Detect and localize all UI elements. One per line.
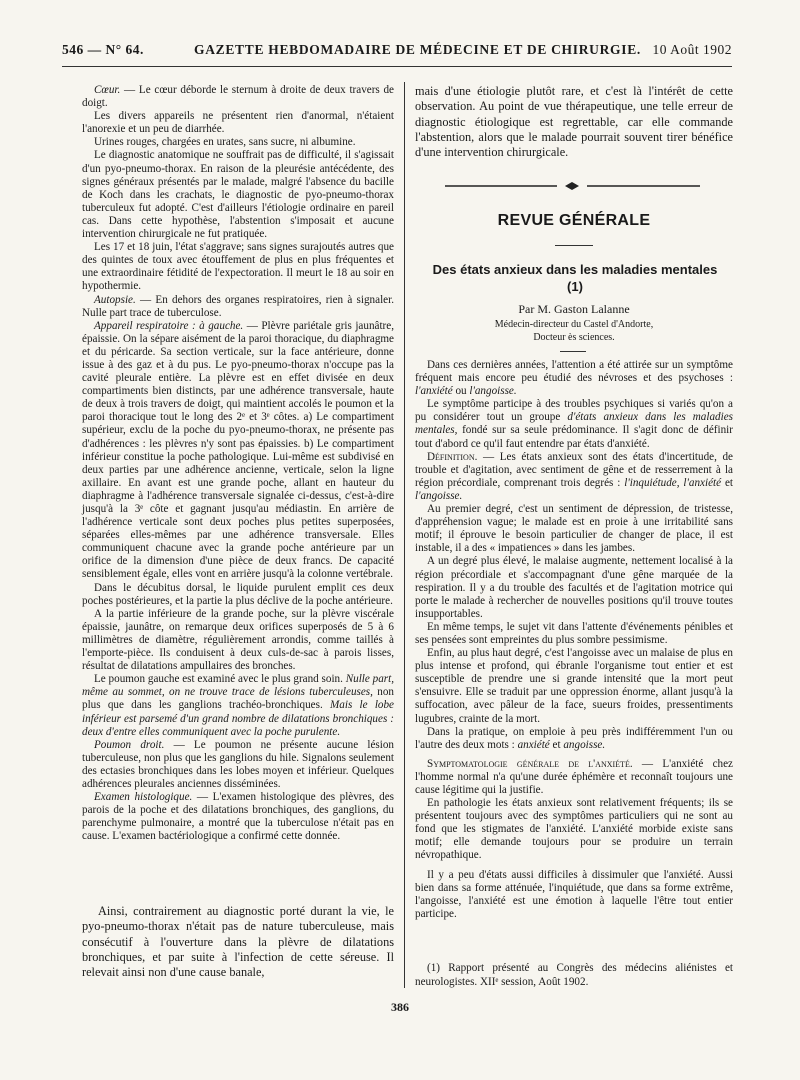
paragraph-intro [415,359,733,398]
section-ornament [445,180,700,192]
footnote [415,962,733,989]
italic-text: l'inquiétude, l'anxiété [624,476,722,489]
text: fondé sur sa seule prédominance. Il s'agit donc de définir tout d'abord ce qu'il faut entendre par états d'anxiété. [415,424,733,450]
running-header [62,38,732,62]
author-line: Par M. Gaston Lalanne [518,302,630,316]
paragraph: Les 17 et 18 juin, l'état s'aggrave; sans signes surajoutés autres que des quintes de toux avec étouffement de plus en plus fréquentes et une extraordinaire fétidité de l'expectoration. Il meurt le 18 au soir en hypothermie. [82,241,394,293]
column-divider [404,82,405,988]
paragraph-definition [415,451,733,503]
paragraph: Enfin, au plus haut degré, c'est l'angoisse avec un malaise de plus en plus intense et profond, qui ébranle l'organisme tout entier et est susceptible de prendre une si grande intensité que la mort peut s'ensuivre. Elle se traduit par une oppression énorme, allant jusqu'à la suffocation, avec pâleur de la face, sueurs froides, pressentiments lugubres, crainte de la mort. [415,647,733,725]
italic-text: Nulle part, même au sommet, on ne trouve trace de lésions tuberculeuses, [82,673,394,699]
issue-date: 10 Août 1902 [652,42,732,57]
text: et [721,476,734,489]
label-symptomatologie: Symptomatologie générale de l'anxiété. [427,757,633,770]
author-affiliation [415,319,733,344]
paragraph-examen [82,791,394,843]
italic-text: d'états anxieux dans les maladies mentales, [415,411,733,437]
label-poumon-droit: Poumon droit. [94,738,165,751]
paragraph: En même temps, le sujet vit dans l'attente d'événements pénibles et ses pensées sont empreintes du plus sombre pessimisme. [415,620,733,646]
paragraph [415,726,733,752]
paragraph-appareil [82,320,394,582]
italic-text: Mais le lobe inférieur est parsemé d'un grand nombre de dilatations bronchiques : deux d'entre elles communiquent avec la poche purulente. [82,699,394,738]
byline-rule [560,351,586,352]
paragraph: Les divers appareils ne présentent rien d'anormal, n'étaient l'anorexie et un peu de diarrhée. [82,110,394,136]
italic-text: l'angoisse. [415,489,463,502]
italic-text: angoisse. [563,738,606,751]
page-number: 386 [391,1000,409,1014]
paragraph-autopsie [82,294,394,320]
label-autopsie: Autopsie. [94,293,136,306]
right-continuation [415,84,733,160]
section-heading: REVUE GÉNÉRALE [497,212,651,229]
text: et [549,738,564,751]
paragraph-coeur [82,84,394,110]
paragraph: Le diagnostic anatomique ne souffrait pas de difficulté, il s'agissait d'un pyo-pneumo-thorax. En raison de la pleurésie antécédente, des signes généraux présentés par le malade, malgré l'absence du bacille de Koch dans les crachats, le diagnostic de pyo-pneumo-thorax tuberculeux fut adopté. C'est d'ailleurs l'étiologie ordinaire en pareil cas. Dans cette hypothèse, l'abstention s'imposait et aucune intervention chirurgicale ne fut pratiquée. [82,149,394,241]
italic-text: l'anxiété [415,385,453,398]
label-definition: Définition. [427,450,478,463]
paragraph [415,398,733,450]
text: Le symptôme participe à des troubles psychiques si variés qu'on a pu considérer tout un groupe [415,398,733,424]
article-title: Des états anxieux dans les maladies mentales (1) [432,262,718,294]
paragraph: En pathologie les états anxieux sont relativement fréquents; ils se présentent toujours avec des symptômes particuliers qui ne sont au fond que les stigmates de l'anxiété. L'anxiété morbide existe sans motif; elle demande toujours pour se produire un terrain névropathique. [415,797,733,862]
journal-title: GAZETTE HEBDOMADAIRE DE MÉDECINE ET DE CHIRURGIE. [194,42,641,57]
paragraph: A la partie inférieure de la grande poche, sur la plèvre viscérale épaissie, jaunâtre, on remarque deux orifices superposés de 5 à 6 millimètres de diamètre, régulièrement arrondis, comme taillés à l'emporte-pièce. Ils conduisent à deux culs-de-sac à parois lisses, résultat de dilatations ampullaires des bronches. [82,607,394,673]
paragraph: Dans le décubitus dorsal, le liquide purulent emplit ces deux poches postérieures, et la partie la plus déclive de la poche antérieure. [82,581,394,607]
heading-rule [555,245,593,246]
footnote-text: (1) Rapport présenté au Congrès des médecins aliénistes et neurologistes. XIIᵉ session, Août 1902. [415,962,733,988]
paragraph-poumon-gauche [82,673,394,738]
italic-text: anxiété [517,738,550,751]
author-role: Médecin-directeur du Castel d'Andorte, [494,319,654,330]
paragraph: A un degré plus élevé, le malaise augmente, nettement localisé à la région précordiale et s'accompagnant d'une gêne marquée de la respiration. Il y a du trouble des facultés et de l'agitation motrice qui porte le malade à rechercher de nouvelles positions qu'il trouve toutes insupportables. [415,555,733,620]
left-column [82,84,394,843]
article-body [415,359,733,921]
continuation-paragraph: mais d'une étiologie plutôt rare, et c'est là l'intérêt de cette observation. Au point de vue thérapeutique, une telle erreur de diagnostic étiologique est regrettable, car elle commande l'abstention, alors que le malade pourrait souvent tirer bénéfice d'une intervention chirurgicale. [415,84,733,160]
paragraph: Au premier degré, c'est un sentiment de dépression, de tristesse, d'appréhension vague; le malade est en proie à une irritabilité sans motif; il éprouve le besoin particulier de changer de place, il est instable, il a des « impatiences » dans les jambes. [415,503,733,555]
conclusion-block [82,904,394,980]
conclusion-paragraph: Ainsi, contrairement au diagnostic porté durant la vie, le pyo-pneumo-thorax n'était pas de nature tuberculeuse, mais consécutif à l'ouverture dans la plèvre de dilatations bronchiques, et par suite à l'infection de cette séreuse. Il relevait ainsi non d'une cause banale, [82,904,394,980]
text: — L'examen histologique des plèvres, des parois de la poche et des dilatations bronchiques, des ganglions, du parenchyme pulmonaire, a montré que la tuberculose n'était pas en cause. L'examen bactériologique a confirmé cette donnée. [82,791,394,843]
page-issue-number: 546 — N° 64. [62,42,144,57]
italic-text: l'angoisse. [469,385,517,398]
label-examen: Examen histologique. [94,791,193,804]
text-autopsie: — En dehors des organes respiratoires, rien à signaler. Nulle part trace de tuberculose. [82,293,394,319]
header-rule [62,66,732,67]
text-appareil: — Plèvre pariétale gris jaunâtre, épaissie. On la sépare aisément de la paroi thoracique, du diaphragme et du péricarde. Sa section verticale, sur la face antérieure, donne issue à des gaz et à du pus. Le pyo-pneumo-thorax n'occupe pas la cavité pleurale entière. La plèvre est en effet divisée en deux compartiments bien distincts, par une adhérence transversale, haute de deux à trois travers de doigt, qui maintient accolés le poumon et la paroi thoracique tout le long des 2ᵉ et 3ᵉ côtes. a) Le compartiment supérieur, exclu de la poche du pyo-pneumo-thorax, ne présente pas d'adhérences : les plèvres n'y sont pas épaissies. b) Le compartiment inférieur constitue la poche pathologique. Lui-même est subdivisé en deux parties par une adhérence ancienne, verticale, selon la ligne axillaire. En avant est une grande poche, allant en hauteur du diaphragme à l'adhérence transversale signalée ci-dessus, c'est-à-dire jusqu'à la 3ᵉ côte et gagnant jusqu'au médiastin. En arrière de l'adhérence verticale sont deux poches plus petites superposées, séparées elles-mêmes par une adhérence transversale. Elles communiquent chacune avec la grande poche antérieure par un orifice de la dimension d'une pièce de deux francs. De capacité sensiblement égale, elles vont en arrière jusqu'à la colonne vertébrale. [82,319,394,581]
text: non plus que dans les ganglions trachéo-bronchiques. [82,686,394,712]
paragraph-poumon-droit [82,739,394,791]
author-degree: Docteur ès sciences. [533,331,615,343]
text-coeur: — Le cœur déborde le sternum à droite de deux travers de doigt. [82,84,394,110]
text: Dans la pratique, on emploie à peu près indifféremment l'un ou l'autre des deux mots : [415,725,733,751]
text: Le poumon gauche est examiné avec le plus grand soin. [94,673,346,686]
text: Dans ces dernières années, l'attention a été attirée sur un symptôme fréquent mais encore peu étudié des névroses et des psychoses : [415,359,733,385]
text: — Les états anxieux sont des états d'incertitude, de trouble et d'agitation, avec sentiment de gêne et de resserrement à la région précordiale, comprenant trois degrés : [415,450,733,489]
text: — L'anxiété chez l'homme normal n'a qu'une durée éphémère et reconnaît toujours une cause légitime qui la justifie. [415,757,733,796]
paragraph: Urines rouges, chargées en urates, sans sucre, ni albumine. [94,136,356,149]
paragraph-symptomatologie [415,758,733,797]
text: ou [452,385,470,398]
text: — Le poumon ne présente aucune lésion tuberculeuse, non plus que les ganglions du hile. Signalons seulement des ectasies bronchiques dans les lobes moyen et inférieur. Quelques adhérences pleurales anciennes disséminées. [82,738,394,790]
label-coeur: Cœur. [94,84,121,96]
paragraph: Il y a peu d'états aussi difficiles à dissimuler que l'anxiété. Aussi bien dans sa forme atténuée, l'inquiétude, que dans sa forme extrême, l'angoisse, l'anxiété est une émotion à laquelle l'être tout entier participe. [415,868,733,920]
label-appareil: Appareil respiratoire : à gauche. [94,319,244,332]
